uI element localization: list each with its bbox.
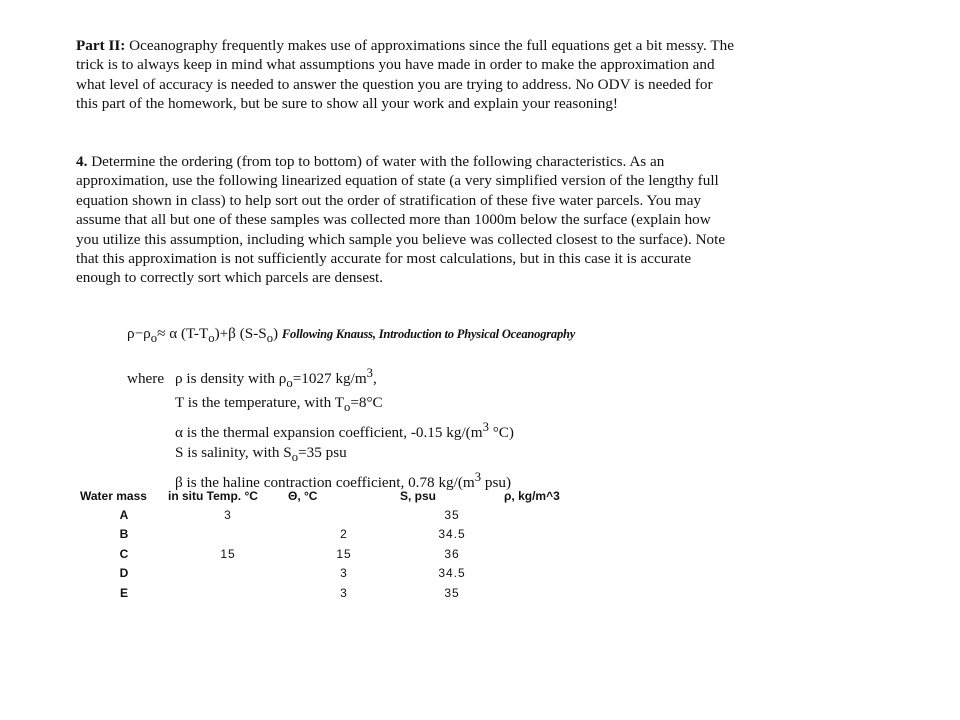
question-4-number: 4. — [76, 153, 88, 170]
table-row: B 2 34.5 — [119, 527, 466, 542]
table-row: E 3 35 — [119, 585, 460, 600]
question-4-text: Determine the ordering (from top to bottom) of water with the following characteristics. As an approximation, use the following linearized equation of state (a very simplified version of the lengthy full equation shown in class) to help sort out the order of stratification of these five water parcels. You may assume that all but one of these samples was collected more than 1000m below the surface (explain how you utilize this assumption, including which sample you believe was collected closest to the surface). Note that this approximation is not sufficiently accurate for most calculations, but in this case it is accurate enough to correctly sort which parcels are densest. — [76, 153, 726, 287]
table-row: A 3 35 — [119, 507, 460, 522]
variable-definitions — [127, 363, 514, 493]
table-row: D 3 34.5 — [119, 566, 466, 581]
equation-citation: Following Knauss, Introduction to Physical Oceanography — [281, 327, 576, 341]
part-ii-heading: Part II: — [76, 37, 126, 54]
definition-alpha: α is the thermal expansion coefficient, -0.15 $kg/(m^3$ °C) — [175, 420, 514, 442]
definition-rho: where ρ is density with $\rho_o=1027$ $kg/m^3$, — [127, 366, 377, 391]
header-salinity: S, psu — [400, 488, 437, 503]
question-4-paragraph — [76, 152, 736, 288]
definition-beta: β is the haline contraction coefficient, 0.78 $kg/(m^3$ psu) — [175, 470, 512, 492]
table-header-row — [80, 486, 604, 505]
header-water-mass: Water mass — [80, 488, 147, 503]
table-row: C 15 15 36 — [119, 546, 460, 561]
linear-equation-of-state: $\rho-\rho_o\approx \alpha$ $(T-T_o)+\beta$ $(S-S_o)$ Following Knauss, Introduction to Physical Oceanography — [127, 325, 576, 346]
header-density: ρ, kg/m^3 — [504, 488, 560, 503]
water-mass-table — [80, 486, 604, 603]
header-theta: Θ, °C — [288, 488, 318, 503]
part-ii-paragraph — [76, 36, 736, 114]
definition-salinity: S is salinity, with $S_o=35$ psu — [175, 444, 347, 465]
header-in-situ-temp: in situ Temp. °C — [168, 488, 258, 503]
part-ii-text: Oceanography frequently makes use of approximations since the full equations get a bit messy. The trick is to always keep in mind what assumptions you have made in order to make the approximation and what level of accuracy is needed to answer the question you are trying to address. No ODV is needed for this part of the homework, but be sure to show all your work and explain your reasoning! — [76, 37, 734, 113]
definition-temperature: T is the temperature, with $T_o=8^\circ C$ — [175, 394, 383, 415]
